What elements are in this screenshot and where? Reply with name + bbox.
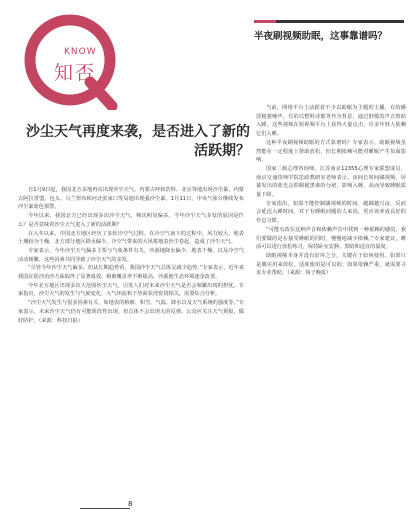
right-article-title: 半夜刷视频助眠，这事靠谱吗？ [254, 31, 388, 42]
right-paragraph: 助眠视频本身并没有好坏之分，关键在于如何使用。如果只是偶尔用来放松，适度使用是可以的；如果依赖严重，就需要寻求专业帮助。（来源：扬子晚报） [256, 252, 406, 277]
logo-know-text: KNOW [64, 47, 97, 57]
logo-zhishi-text: 知否 [54, 62, 97, 84]
left-article-body [18, 186, 244, 325]
right-paragraph: “可能有改在这种声音和依赖声音中找到一种依赖的感觉，我们要做的是在接受睡眠的同时，慢慢地减少依赖。”专家建议，睡前可以进行放松练习，保持卧室安静、黑暗和适宜的温度。 [256, 226, 406, 251]
right-paragraph: 当前，网络平台上活跃着不少以助眠为主题的主播，有的播放粗狠噪声，有的以整料诗歌等作为背景，通过舒缓的声音帮助入睡。这些视频在短视频平台上获得大量点击，许多年轻人依赖它们入睡。 [256, 105, 406, 138]
page-number: 8 [128, 500, 133, 508]
left-paragraph: “沙尘天气发生与很多因素有关，如地表的植被、积雪、气温、降水以及天气系统的强度等。”专家表示，未来沙尘天气仍有可能阶段性出现，但总体不会出现大的反弹。公众应关注天气预报，做好防护。（来源：科技日报） [18, 300, 244, 324]
right-paragraph: 专家指出，如果不能控制刷视频的时间，越刷越兴奋，反而会延迟入睡时间。对于有睡眠问题的人来说，更应该养成良好的作息习惯。 [256, 200, 406, 225]
left-paragraph: 自1月9日起，我国北方多地再次出现沙尘天气。内蒙古呼和浩特、北京等地出现沙尘暴，内蒙古阿拉善盟、包头、乌兰察布和河北张家口等局地出现强沙尘暴。1月11日，中央气象台继续发布沙尘暴蓝色预警。 [18, 187, 244, 211]
page-number-rule [80, 508, 130, 509]
left-paragraph: 今年以来，我国北方已经出现多次沙尘天气，频次明显偏多。今年沙尘天气多发的原因是什么？是否意味着沙尘天气进入了新的活跃期？ [18, 213, 244, 228]
left-paragraph: 专家表示，今年沙尘天气偏多主要与气象条件有关，沙源地降水偏少、地表干燥，以及冷空气活动频繁，这些因素共同导致了沙尘天气的多发。 [18, 247, 244, 263]
left-paragraph: 今年北方地区出现多次大范围沙尘天气，引发人们对未来沙尘天气是否会频繁出现的担忧。专家指出，沙尘天气的发生与气候变化、大气环流和下垫面状况密切相关，需要综合分析。 [18, 282, 244, 298]
left-paragraph: 在入冬以来，中国北方地区经历了多轮冷空气过程，在冷空气南下的过程中，风力较大、地表土壤较为干燥。北方部分地区降水偏少，冷空气带来的大风将地表沙尘卷起，造成了沙尘天气。 [18, 230, 244, 246]
right-title-rule [254, 20, 404, 23]
right-article-body [256, 104, 406, 278]
know-logo [20, 10, 120, 110]
left-article-title: 沙尘天气再度来袭，是否进入了新的活跃期？ [26, 124, 250, 159]
right-paragraph: 国家二级心理咨询师、江苏南京12355心理专家联盟成员、南京交通技师学院思政教研室老师表示，夜间长时间刷视频，屏幕发出的蓝光会抑制褪黑素的分泌，影响入睡，从而导致睡眠质量下降。 [256, 165, 406, 199]
left-paragraph: “尽管今年沙尘天气偏多，但从长期趋势看，我国沙尘天气总体呈减少趋势。”专家表示，近年来我国在防沙治沙方面取得了显著成效，植被覆盖率不断提高，沙源地生态环境逐步改善。 [18, 265, 244, 281]
right-title-accent [254, 20, 276, 23]
right-paragraph: 这种半夜刷视频助眠的方式靠谱吗？专家表示，助眠视频虽然能在一定程度上帮助放松，但长期依赖可能对睡眠产生负面影响。 [256, 139, 406, 164]
